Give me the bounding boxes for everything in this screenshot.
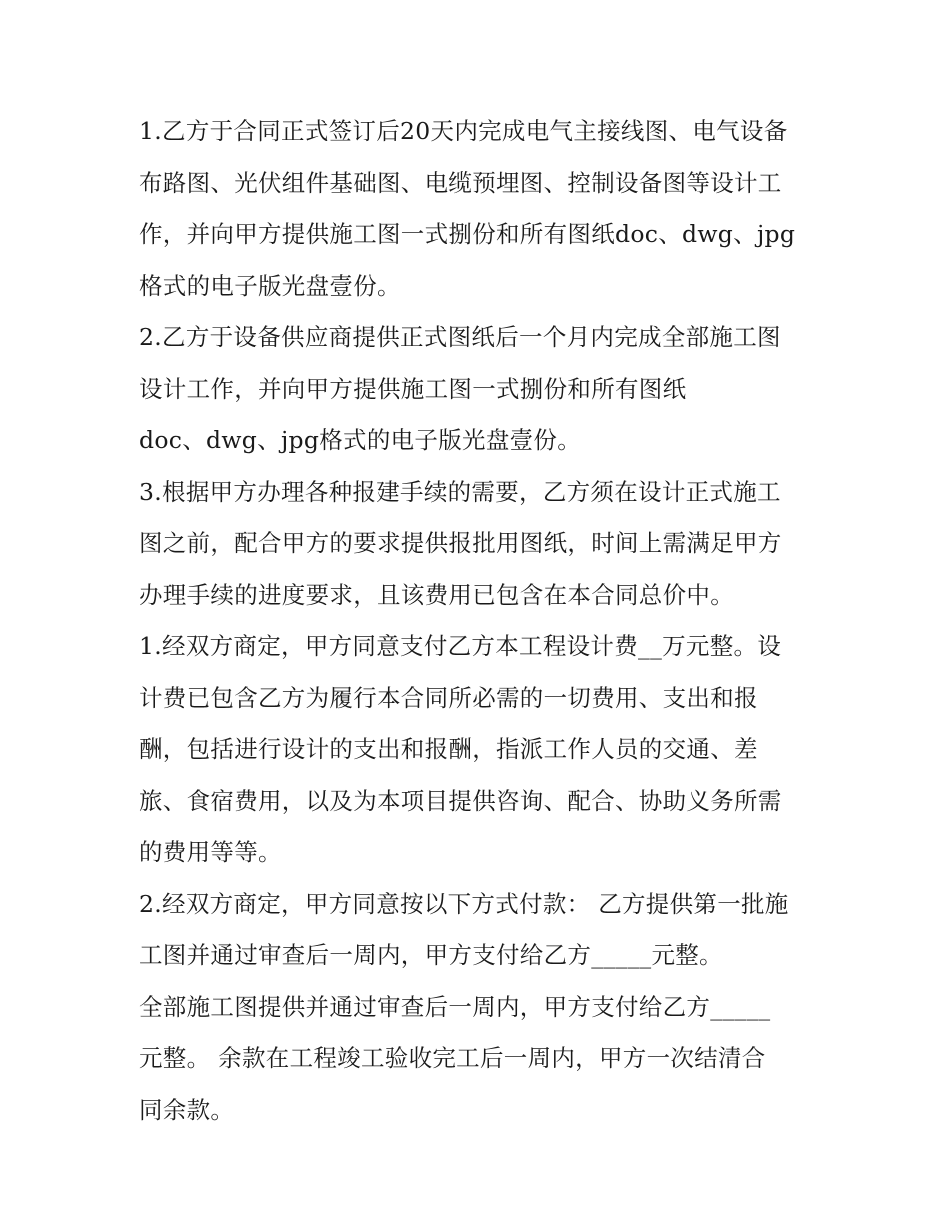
text-line: 计费已包含乙方为履行本合同所必需的一切费用、支出和报 (139, 683, 758, 712)
text-line: 工图并通过审查后一周内，甲方支付给乙方_____元整。 (139, 941, 723, 969)
text-line: 同余款。 (139, 1095, 235, 1124)
text-line: 酬，包括进行设计的支出和报酬，指派工作人员的交通、差 (139, 735, 758, 763)
text-line: 旅、食宿费用，以及为本项目提供咨询、配合、协助义务所需 (139, 786, 782, 815)
text-line: 1.经双方商定，甲方同意支付乙方本工程设计费__万元整。设 (139, 632, 782, 660)
text-line: 办理手续的进度要求，且该费用已包含在本合同总价中。 (139, 580, 734, 609)
text-line: 1.乙方于合同正式签订后20天内完成电气主接线图、电气设备 (139, 117, 788, 145)
text-line: 全部施工图提供并通过审查后一周内，甲方支付给乙方_____ (139, 992, 771, 1021)
text-line: 设计工作，并向甲方提供施工图一式捌份和所有图纸 (139, 374, 687, 403)
text-line: 布路图、光伏组件基础图、电缆预埋图、控制设备图等设计工 (139, 168, 782, 197)
text-line: 图之前，配合甲方的要求提供报批用图纸，时间上需满足甲方 (139, 529, 782, 557)
text-line: 2.经双方商定，甲方同意按以下方式付款： 乙方提供第一批施 (139, 889, 789, 918)
text-line: 作，并向甲方提供施工图一式捌份和所有图纸doc、dwg、jpg (139, 220, 796, 248)
text-line: 3.根据甲方办理各种报建手续的需要，乙方须在设计正式施工 (139, 477, 781, 506)
text-line: 2.乙方于设备供应商提供正式图纸后一个月内完成全部施工图 (139, 323, 781, 351)
text-line: doc、dwg、jpg格式的电子版光盘壹份。 (139, 426, 582, 454)
contract-body (139, 106, 819, 1136)
text-line: 的费用等等。 (139, 838, 282, 866)
text-line: 格式的电子版光盘壹份。 (139, 271, 401, 300)
text-line: 元整。 余款在工程竣工验收完工后一周内，甲方一次结清合 (139, 1044, 766, 1072)
